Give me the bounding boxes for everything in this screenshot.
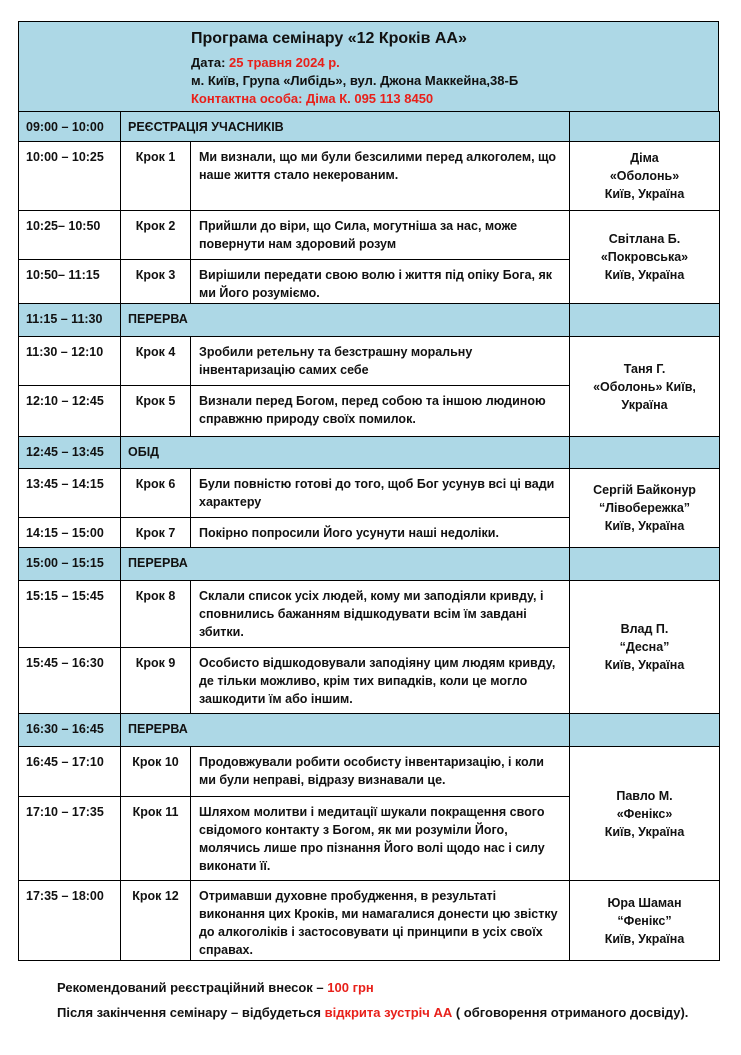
program-header [18,21,719,111]
time-cell: 11:30 – 12:10 [18,336,121,386]
time-cell: 10:00 – 10:25 [18,141,121,211]
band-blank-cell [569,436,720,469]
speaker-info [593,481,696,535]
speaker-line2: “Десна” [619,640,670,654]
speaker-line2: «Оболонь» Київ, [593,379,696,394]
speaker-cell [569,746,720,881]
step-description: Визнали перед Богом, перед собою та іншою людиною справжню природу своїх помилок. [190,385,570,437]
step-description: Ми визнали, що ми були безсилими перед алкоголем, що наше життя стало некерованим. [190,141,570,211]
fee-value: 100 грн [327,980,374,995]
speaker-info [605,620,685,674]
date-label: Дата: [191,55,230,70]
band-blank-cell [569,547,720,581]
after-prefix: Після закінчення семінару – відбудеться [57,1005,325,1020]
step-description: Були повністю готові до того, щоб Бог усунув всі ці вади характеру [190,468,570,518]
step-description: Отримавши духовне пробудження, в результаті виконання цих Кроків, ми намагалися донести цю звістку до алкоголіків і застосовувати ці принципи в усіх своїх справах. [190,880,570,961]
time-cell: 17:10 – 17:35 [18,796,121,881]
step-cell: Крок 10 [120,746,191,797]
time-cell: 17:35 – 18:00 [18,880,121,961]
step-cell: Крок 5 [120,385,191,437]
speaker-line1: Діма [630,151,659,165]
band-time: 15:00 – 15:15 [18,547,121,581]
speaker-cell [569,336,720,437]
speaker-line1: Таня Г. [623,361,666,376]
speaker-line3: Україна [621,397,668,412]
speaker-line1: Юра Шаман [607,895,682,910]
time-cell: 13:45 – 14:15 [18,468,121,518]
speaker-line3: Київ, Україна [604,268,685,282]
step-cell: Крок 11 [120,796,191,881]
date-value: 25 травня 2024 р. [229,55,340,70]
after-suffix: ( обговорення отриманого досвіду). [452,1005,689,1020]
contact-person: Контактна особа: Діма К. 095 113 8450 [191,91,434,106]
time-cell: 16:45 – 17:10 [18,746,121,797]
step-cell: Крок 1 [120,141,191,211]
band-time: 09:00 – 10:00 [18,111,121,142]
time-cell: 10:25– 10:50 [18,210,121,260]
band-label: ОБІД [120,436,570,469]
speaker-line3: Київ, Україна [604,519,685,533]
step-cell: Крок 7 [120,517,191,548]
speaker-line1: Світлана Б. [608,232,681,246]
time-cell: 10:50– 11:15 [18,259,121,304]
speaker-info [593,360,696,414]
speaker-cell [569,880,720,961]
step-description: Зробили ретельну та безстрашну моральну інвентаризацію самих себе [190,336,570,386]
band-blank-cell [569,111,720,142]
speaker-line2: “Лівобережка” [598,501,691,515]
band-label: РЕЄСТРАЦІЯ УЧАСНИКІВ [120,111,570,142]
speaker-line2: «Оболонь» [609,169,680,183]
step-description: Прийшли до віри, що Сила, могутніша за нас, може повернути нам здоровий розум [190,210,570,260]
step-cell: Крок 4 [120,336,191,386]
step-description: Склали список усіх людей, кому ми заподіяли кривду, і сповнились бажанням відшкодувати всім їм завдані збитки. [190,580,570,648]
speaker-line1: Влад П. [620,622,669,636]
step-cell: Крок 3 [120,259,191,304]
fee-label: Рекомендований реєстраційний внесок – [57,980,328,995]
step-description: Шляхом молитви і медитації шукали покращення свого свідомого контакту з Богом, як ми розуміли Його, молячись лише про пізнання Його волі щодо нас і силу виконати її. [190,796,570,881]
speaker-info [601,230,688,284]
speaker-line2: «Покровська» [600,250,689,264]
band-label: ПЕРЕРВА [120,713,570,747]
time-cell: 15:45 – 16:30 [18,647,121,714]
step-description: Покірно попросили Його усунути наші недоліки. [190,517,570,548]
speaker-line2: “Фенікс” [617,913,672,928]
speaker-line3: Київ, Україна [604,658,685,672]
step-cell: Крок 2 [120,210,191,260]
speaker-cell [569,141,720,211]
band-time: 16:30 – 16:45 [18,713,121,747]
event-date [191,55,340,70]
open-meeting-highlight: відкрита зустріч АА [324,1005,453,1020]
speaker-line1: Павло М. [616,788,673,803]
time-cell: 12:10 – 12:45 [18,385,121,437]
band-label: ПЕРЕРВА [120,547,570,581]
speaker-line1: Сергій Байконур [593,483,696,497]
speaker-info [605,149,685,203]
step-cell: Крок 6 [120,468,191,518]
step-cell: Крок 9 [120,647,191,714]
speaker-cell [569,468,720,548]
speaker-line3: Київ, Україна [604,187,685,201]
speaker-line3: Київ, Україна [604,931,685,946]
band-time: 12:45 – 13:45 [18,436,121,469]
event-address: м. Київ, Група «Либідь», вул. Джона Маккейна,38-Б [191,73,519,88]
registration-fee [57,980,374,995]
page-title: Програма семінару «12 Кроків АА» [191,30,467,47]
speaker-line3: Київ, Україна [604,824,685,839]
after-seminar-note [57,1004,717,1022]
speaker-cell [569,580,720,714]
speaker-info [605,894,685,948]
speaker-line2: «Фенікс» [616,806,673,821]
time-cell: 15:15 – 15:45 [18,580,121,648]
time-cell: 14:15 – 15:00 [18,517,121,548]
speaker-info [605,787,685,841]
speaker-cell [569,210,720,304]
band-blank-cell [569,303,720,337]
step-description: Продовжували робити особисту інвентаризацію, і коли ми були неправі, відразу визнавали це. [190,746,570,797]
step-description: Вирішили передати свою волю і життя під опіку Бога, як ми Його розуміємо. [190,259,570,304]
step-cell: Крок 12 [120,880,191,961]
band-label: ПЕРЕРВА [120,303,570,337]
band-time: 11:15 – 11:30 [18,303,121,337]
band-blank-cell [569,713,720,747]
step-cell: Крок 8 [120,580,191,648]
step-description: Особисто відшкодовували заподіяну цим людям кривду, де тільки можливо, крім тих випадків, коли це могло зашкодити їм або іншим. [190,647,570,714]
